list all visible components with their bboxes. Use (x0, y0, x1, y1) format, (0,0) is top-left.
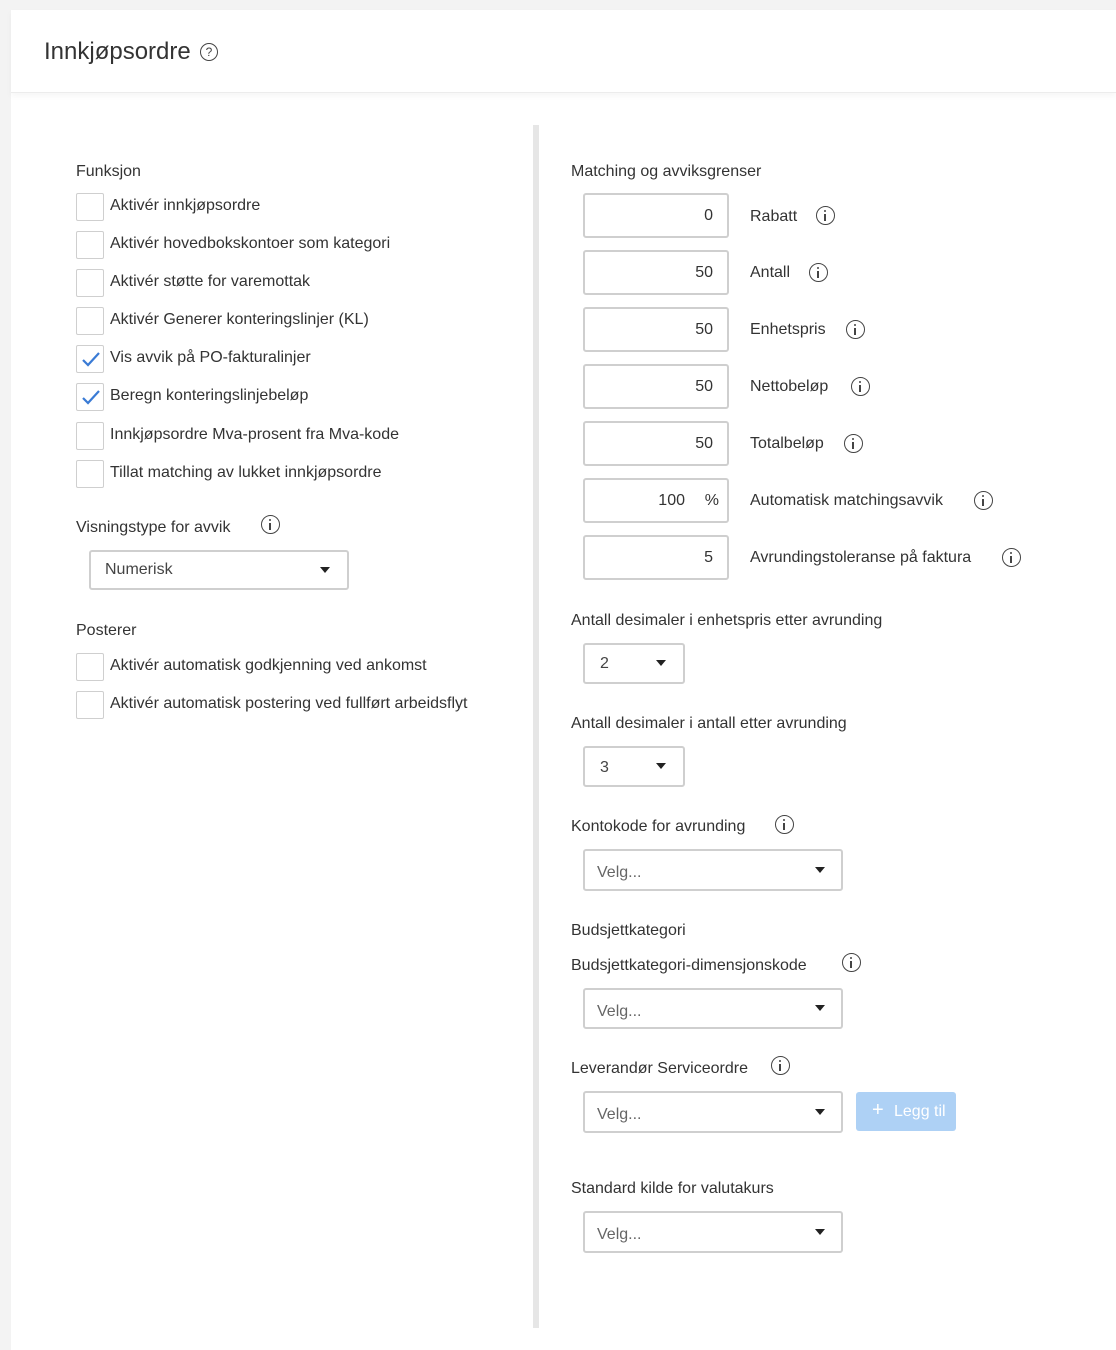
posting-heading: Posterer (76, 622, 137, 639)
checkbox[interactable] (76, 691, 104, 719)
checkbox-label: Tillat matching av lukket innkjøpsordre (110, 464, 382, 481)
discount-label: Rabatt (750, 208, 798, 225)
invoice-rounding-tolerance-label: Avrundingstoleranse på faktura (750, 549, 972, 566)
deviation-display-select[interactable] (89, 550, 349, 590)
help-icon[interactable]: ? (200, 43, 218, 61)
info-icon[interactable] (846, 320, 865, 339)
checkbox-label: Beregn konteringslinjebeløp (110, 387, 309, 404)
auto-match-deviation-input[interactable] (583, 478, 729, 523)
budget-dimension-select[interactable] (583, 988, 843, 1029)
percent-suffix: % (704, 492, 719, 509)
add-button[interactable] (856, 1092, 956, 1131)
budget-heading: Budsjettkategori (571, 922, 686, 939)
currency-source-select[interactable] (583, 1211, 843, 1253)
input-value: 50 (695, 378, 713, 395)
net-amount-label: Nettobeløp (750, 378, 829, 395)
checkbox-label: Aktivér automatisk postering ved fullført arbeidsflyt (110, 695, 468, 712)
checkbox[interactable] (76, 193, 104, 221)
service-order-select[interactable] (583, 1091, 843, 1133)
page-title: Innkjøpsordre (44, 38, 191, 65)
checkbox[interactable] (76, 269, 104, 297)
quantity-label: Antall (750, 264, 791, 281)
checkmark-icon (81, 351, 101, 368)
decimals-unit-price-label: Antall desimaler i enhetspris etter avrunding (571, 612, 883, 629)
rounding-account-label: Kontokode for avrunding (571, 818, 746, 835)
input-value: 50 (695, 264, 713, 281)
input-value: 100 (658, 492, 685, 509)
info-icon[interactable] (809, 263, 828, 282)
info-icon[interactable] (974, 491, 993, 510)
info-icon[interactable] (261, 515, 280, 534)
info-icon[interactable] (842, 953, 861, 972)
info-icon[interactable] (775, 815, 794, 834)
service-order-label: Leverandør Serviceordre (571, 1060, 748, 1077)
decimals-unit-price-select[interactable] (583, 643, 685, 684)
caret-down-icon (815, 1109, 825, 1115)
checkbox[interactable] (76, 422, 104, 450)
info-icon[interactable] (844, 434, 863, 453)
checkbox-checked[interactable] (76, 345, 104, 373)
checkbox-label: Aktivér automatisk godkjenning ved ankomst (110, 657, 427, 674)
total-amount-label: Totalbeløp (750, 435, 824, 452)
add-button-label: Legg til (894, 1103, 946, 1120)
input-value: 50 (695, 321, 713, 338)
quantity-input[interactable] (583, 250, 729, 295)
select-value: Numerisk (105, 561, 173, 578)
unit-price-label: Enhetspris (750, 321, 826, 338)
select-placeholder: Velg... (597, 864, 642, 881)
caret-down-icon (656, 763, 666, 769)
discount-input[interactable] (583, 193, 729, 238)
decimals-quantity-select[interactable] (583, 746, 685, 787)
page-header (11, 10, 1116, 93)
info-icon[interactable] (816, 206, 835, 225)
input-value: 50 (695, 435, 713, 452)
checkbox-checked[interactable] (76, 383, 104, 411)
input-value: 0 (704, 207, 713, 224)
caret-down-icon (815, 1005, 825, 1011)
checkbox-label: Aktivér innkjøpsordre (110, 197, 261, 214)
checkbox-label: Aktivér hovedbokskontoer som kategori (110, 235, 391, 252)
checkbox[interactable] (76, 307, 104, 335)
rounding-account-select[interactable] (583, 849, 843, 891)
column-divider (533, 125, 539, 1328)
checkbox-label: Aktivér Generer konteringslinjer (KL) (110, 311, 369, 328)
info-icon[interactable] (851, 377, 870, 396)
select-placeholder: Velg... (597, 1003, 642, 1020)
currency-source-label: Standard kilde for valutakurs (571, 1180, 774, 1197)
auto-match-deviation-label: Automatisk matchingsavvik (750, 492, 943, 509)
checkbox-label: Vis avvik på PO-fakturalinjer (110, 349, 311, 366)
caret-down-icon (320, 567, 330, 573)
invoice-rounding-tolerance-input[interactable] (583, 535, 729, 580)
checkbox[interactable] (76, 460, 104, 488)
caret-down-icon (815, 867, 825, 873)
checkbox-label: Innkjøpsordre Mva-prosent fra Mva-kode (110, 426, 399, 443)
net-amount-input[interactable] (583, 364, 729, 409)
checkbox-label: Aktivér støtte for varemottak (110, 273, 311, 290)
function-heading: Funksjon (76, 163, 141, 180)
select-placeholder: Velg... (597, 1226, 642, 1243)
plus-icon: + (872, 1099, 884, 1121)
input-value: 5 (704, 549, 713, 566)
select-placeholder: Velg... (597, 1106, 642, 1123)
checkbox[interactable] (76, 231, 104, 259)
info-icon[interactable] (1002, 548, 1021, 567)
caret-down-icon (656, 660, 666, 666)
total-amount-input[interactable] (583, 421, 729, 466)
info-icon[interactable] (771, 1056, 790, 1075)
budget-dimension-label: Budsjettkategori-dimensjonskode (571, 957, 807, 974)
matching-heading: Matching og avviksgrenser (571, 163, 762, 180)
unit-price-input[interactable] (583, 307, 729, 352)
select-value: 3 (600, 759, 609, 776)
checkbox[interactable] (76, 653, 104, 681)
decimals-quantity-label: Antall desimaler i antall etter avrunding (571, 715, 847, 732)
checkmark-icon (81, 389, 101, 406)
caret-down-icon (815, 1229, 825, 1235)
select-value: 2 (600, 655, 609, 672)
deviation-display-label: Visningstype for avvik (76, 519, 231, 536)
